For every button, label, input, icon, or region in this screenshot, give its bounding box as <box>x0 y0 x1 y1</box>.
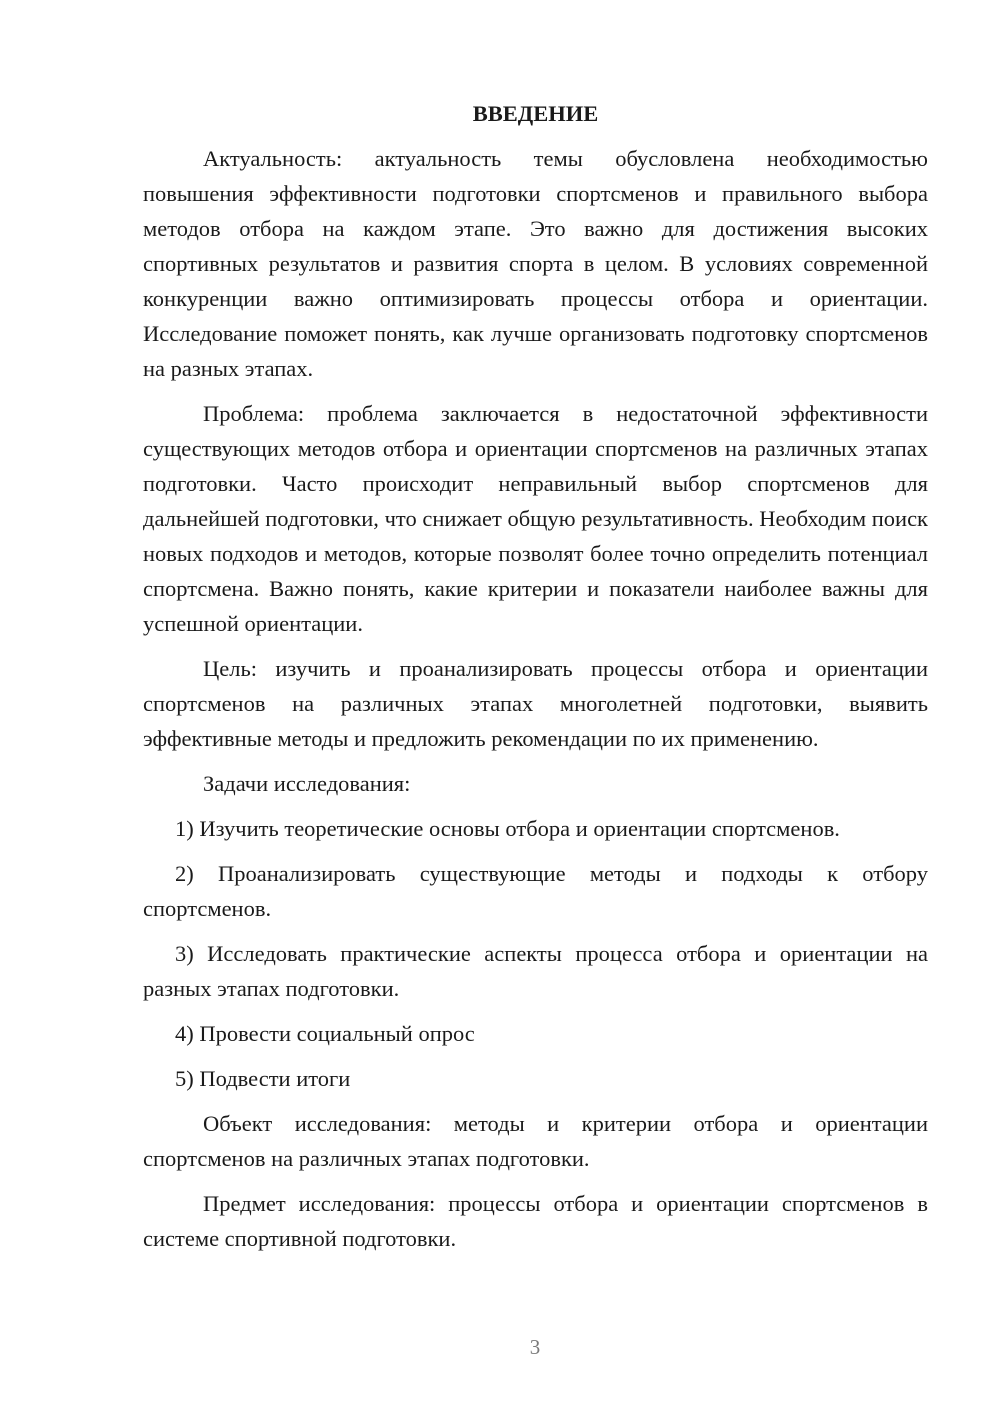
tasks-heading: Задачи исследования: <box>203 771 411 796</box>
page-number: 3 <box>529 1335 541 1359</box>
object-paragraph: Объект исследования: методы и критерии отбора и ориентации спортсменов на различных этапах подготовки. <box>143 1111 928 1171</box>
page-content <box>143 96 928 1266</box>
task-item: 2) Проанализировать существующие методы и подходы к отбору спортсменов. <box>143 861 928 921</box>
task-item: 4) Провести социальный опрос <box>175 1021 475 1046</box>
section-title: ВВЕДЕНИЕ <box>472 101 599 126</box>
task-item: 1) Изучить теоретические основы отбора и ориентации спортсменов. <box>175 816 840 841</box>
relevance-paragraph: Актуальность: актуальность темы обусловлена необходимостью повышения эффективности подготовки спортсменов и правильного выбора методов отбора на каждом этапе. Это важно для достижения высоких спортивных результатов и развития спорта в целом. В условиях современной конкуренции важно оптимизировать процессы отбора и ориентации. Исследование поможет понять, как лучше организовать подготовку спортсменов на разных этапах. <box>143 146 928 381</box>
problem-paragraph: Проблема: проблема заключается в недостаточной эффективности существующих методов отбора и ориентации спортсменов на различных этапах подготовки. Часто происходит неправильный выбор спортсменов для дальнейшей подготовки, что снижает общую результативность. Необходим поиск новых подходов и методов, которые позволят более точно определить потенциал спортсмена. Важно понять, какие критерии и показатели наиболее важны для успешной ориентации. <box>143 401 928 636</box>
subject-paragraph: Предмет исследования: процессы отбора и ориентации спортсменов в системе спортивной подготовки. <box>143 1191 928 1251</box>
goal-paragraph: Цель: изучить и проанализировать процессы отбора и ориентации спортсменов на различных этапах многолетней подготовки, выявить эффективные методы и предложить рекомендации по их применению. <box>143 656 928 751</box>
task-item: 3) Исследовать практические аспекты процесса отбора и ориентации на разных этапах подготовки. <box>143 941 928 1001</box>
task-item: 5) Подвести итоги <box>175 1066 351 1091</box>
